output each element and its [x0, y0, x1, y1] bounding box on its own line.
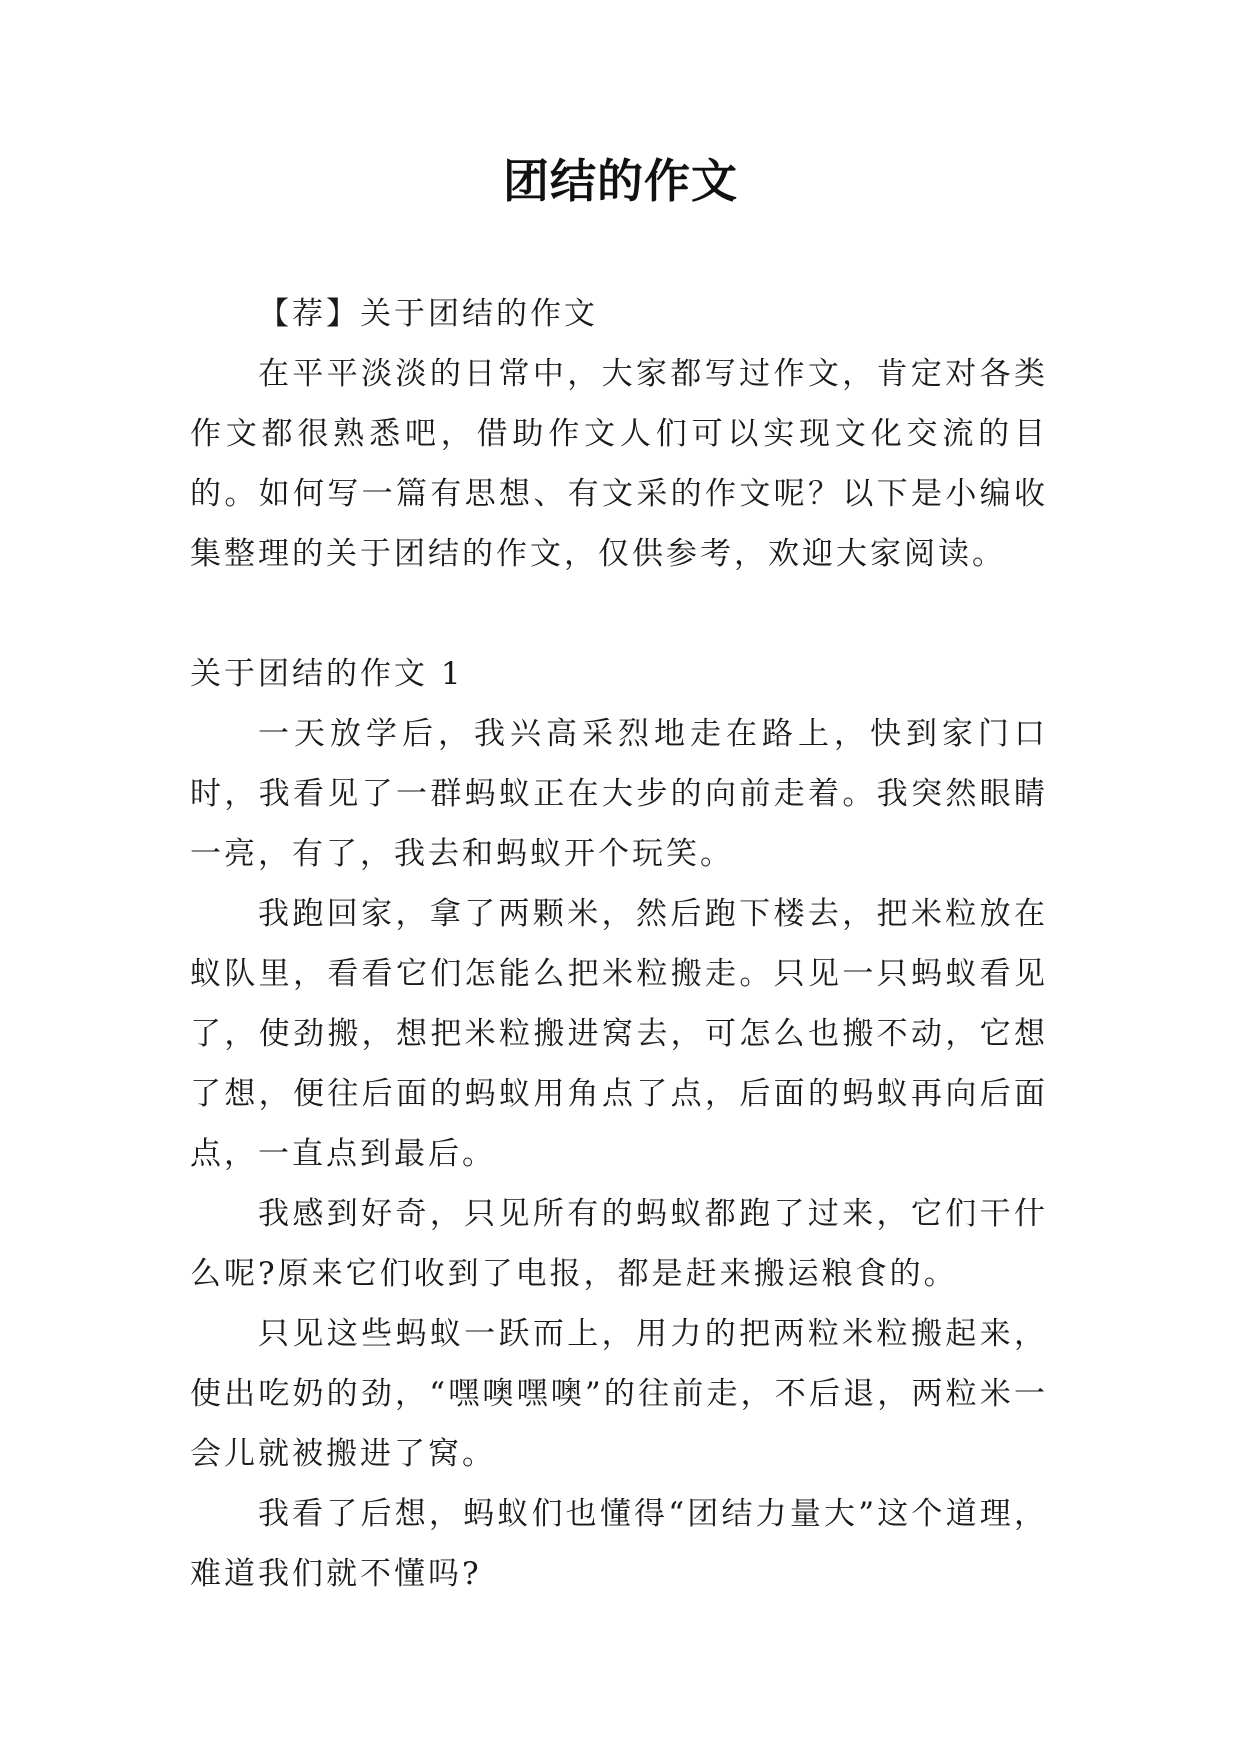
section-spacer: [190, 584, 1048, 644]
essay-paragraph: 一天放学后，我兴高采烈地走在路上，快到家门口时，我看见了一群蚂蚁正在大步的向前走着。我突然眼睛一亮，有了，我去和蚂蚁开个玩笑。: [190, 716, 1048, 872]
recommend-line: 【荐】关于团结的作文: [258, 296, 598, 332]
essay-paragraph: 我跑回家，拿了两颗米，然后跑下楼去，把米粒放在蚁队里，看看它们怎能么把米粒搬走。只见一只蚂蚁看见了，使劲搬，想把米粒搬进窝去，可怎么也搬不动，它想了想，便往后面的蚂蚁用角点了点，后面的蚂蚁再向后面点，一直点到最后。: [190, 896, 1048, 1172]
essay-heading: 关于团结的作文 1: [190, 656, 464, 692]
document-body: [190, 284, 1048, 1604]
essay-paragraph: 我感到好奇，只见所有的蚂蚁都跑了过来，它们干什么呢?原来它们收到了电报，都是赶来搬运粮食的。: [190, 1196, 1048, 1292]
essay-paragraph: 只见这些蚂蚁一跃而上，用力的把两粒米粒搬起来，使出吃奶的劲，“嘿噢嘿噢”的往前走，不后退，两粒米一会儿就被搬进了窝。: [190, 1316, 1048, 1472]
document-title: 团结的作文: [503, 154, 738, 208]
intro-paragraph: 在平平淡淡的日常中，大家都写过作文，肯定对各类作文都很熟悉吧，借助作文人们可以实现文化交流的目的。如何写一篇有思想、有文采的作文呢？以下是小编收集整理的关于团结的作文，仅供参考，欢迎大家阅读。: [190, 356, 1048, 572]
essay-paragraph: 我看了后想，蚂蚁们也懂得“团结力量大”这个道理，难道我们就不懂吗?: [190, 1496, 1048, 1592]
